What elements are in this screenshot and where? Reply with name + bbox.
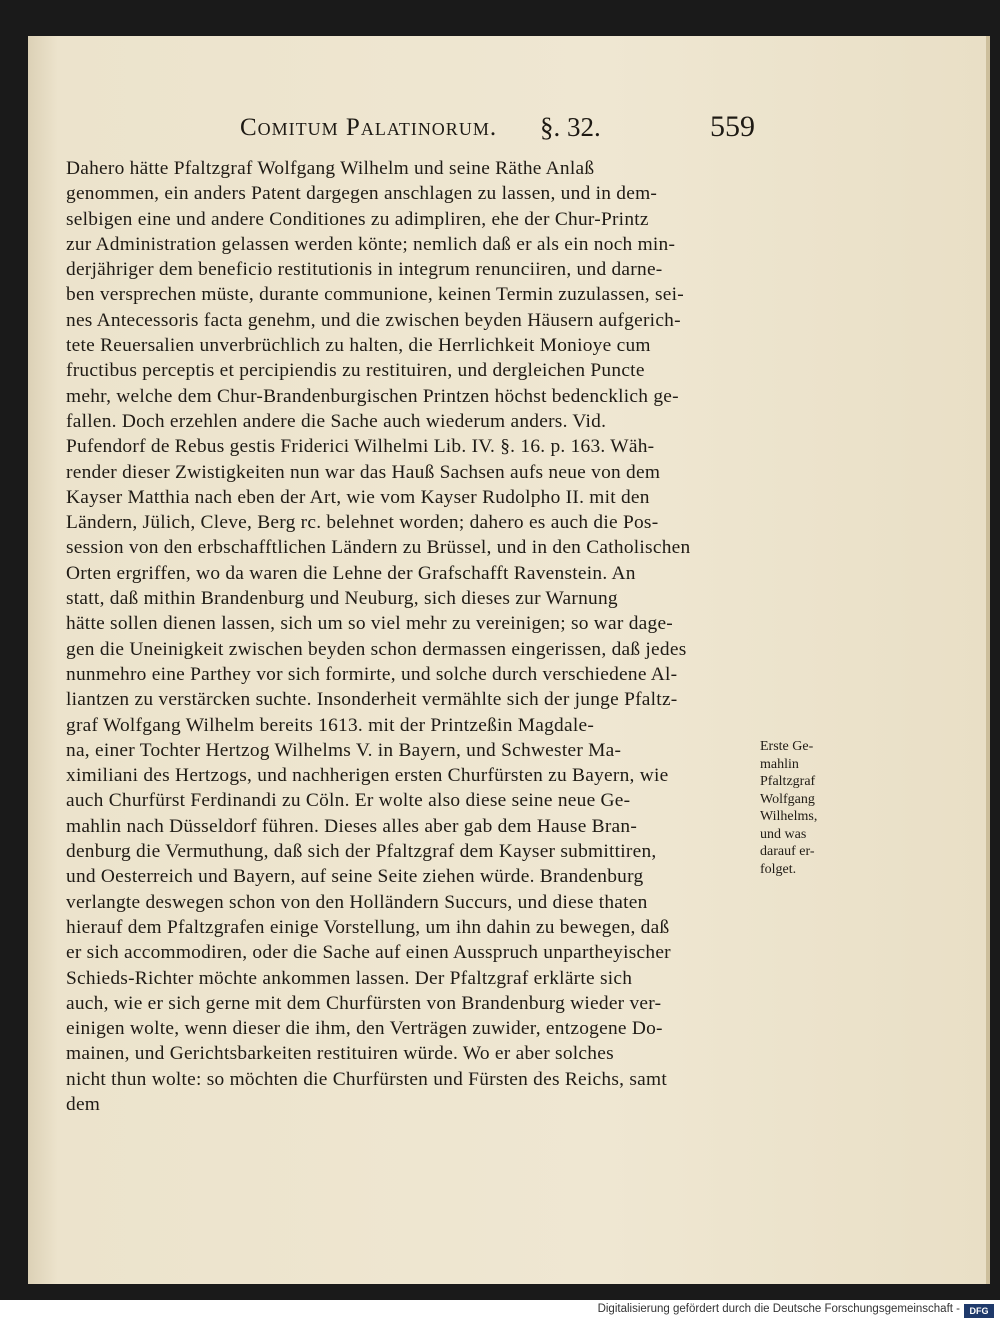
marginal-line: Pfaltzgraf	[760, 774, 816, 789]
running-title: Comitum Palatinorum.	[240, 114, 498, 141]
text-line: dem	[66, 1093, 101, 1115]
text-line: statt, daß mithin Brandenburg und Neuburg, sich dieses zur Warnung	[66, 588, 618, 610]
text-line: nicht thun wolte: so möchten die Churfürsten und Fürsten des Reichs, samt	[66, 1068, 667, 1090]
text-line: Schieds-Richter möchte ankommen lassen. Der Pfaltzgraf erklärte sich	[66, 967, 633, 989]
text-line: hätte sollen dienen lassen, sich um so viel mehr zu vereinigen; so war dage-	[66, 613, 674, 635]
dfg-logo: DFG	[964, 1304, 994, 1318]
text-line: zur Administration gelassen werden könte; nemlich daß er als ein noch min-	[66, 233, 676, 255]
text-line: selbigen eine und andere Conditiones zu adimpliren, ehe der Chur-Printz	[66, 208, 649, 230]
text-line: na, einer Tochter Hertzog Wilhelms V. in Bayern, und Schwester Ma-	[66, 739, 622, 761]
text-line: verlangte deswegen schon von den Holländern Succurs, und diese thaten	[66, 891, 648, 913]
text-line: nes Antecessoris facta genehm, und die zwischen beyden Häusern aufgerich-	[66, 309, 681, 331]
text-line: session von den erbschafftlichen Ländern zu Brüssel, und in den Catholischen	[66, 537, 691, 559]
text-line: Ländern, Jülich, Cleve, Berg rc. belehnet worden; dahero es auch die Pos-	[66, 512, 659, 534]
text-line: hierauf dem Pfaltzgrafen einige Vorstellung, um ihn dahin zu bewegen, daß	[66, 916, 670, 938]
marginal-line: Wolfgang	[760, 791, 815, 807]
marginal-line: darauf er-	[760, 844, 815, 859]
text-line: fallen. Doch erzehlen andere die Sache auch wiederum anders. Vid.	[66, 410, 607, 432]
text-line: derjähriger dem beneficio restitutionis in integrum renunciiren, und darne-	[66, 259, 663, 281]
text-line: auch, wie er sich gerne mit dem Churfürsten von Brandenburg wieder ver-	[66, 992, 662, 1014]
text-line: mehr, welche dem Chur-Brandenburgischen Printzen höchst bedencklich ge-	[66, 385, 679, 407]
text-line: liantzen zu verstärcken suchte. Insonderheit vermählte sich der junge Pfaltz-	[66, 689, 678, 711]
footer-bar	[0, 1300, 1000, 1323]
marginal-line: und was	[760, 826, 807, 842]
text-line: render dieser Zwistigkeiten nun war das Hauß Sachsen aufs neue von dem	[66, 461, 661, 483]
funding-credit: Digitalisierung gefördert durch die Deutsche Forschungsgemeinschaft -	[597, 1303, 960, 1315]
running-header	[240, 110, 770, 154]
text-line: ximiliani des Hertzogs, und nachherigen ersten Churfürsten zu Bayern, wie	[66, 765, 669, 787]
marginal-line: folget.	[760, 861, 797, 877]
page-number: 559	[710, 110, 755, 143]
marginal-line: Erste Ge-	[760, 739, 814, 754]
main-text	[66, 156, 760, 1117]
text-line: einigen wolte, wenn dieser die ihm, den Verträgen zuwider, entzogene Do-	[66, 1018, 663, 1040]
text-line: nunmehro eine Parthey vor sich formirte, und solche durch verschiedene Al-	[66, 663, 678, 685]
text-line: graf Wolfgang Wilhelm bereits 1613. mit der Printzeßin Magdale-	[66, 714, 595, 736]
text-line: Pufendorf de Rebus gestis Friderici Wilhelmi Lib. IV. §. 16. p. 163. Wäh-	[66, 436, 655, 458]
text-line: Dahero hätte Pfaltzgraf Wolfgang Wilhelm und seine Räthe Anlaß	[66, 158, 595, 179]
text-line: Orten ergriffen, wo da waren die Lehne der Grafschafft Ravenstein. An	[66, 562, 636, 584]
text-line: ben versprechen müste, durante communione, keinen Termin zuzulassen, sei-	[66, 284, 684, 306]
text-line: denburg die Vermuthung, daß sich der Pfaltzgraf dem Kayser submittiren,	[66, 841, 657, 863]
text-line: tete Reuersalien unverbrüchlich zu halten, die Herrlichkeit Monioye cum	[66, 335, 651, 357]
marginal-note	[760, 738, 844, 878]
text-line: auch Churfürst Ferdinandi zu Cöln. Er wolte also diese seine neue Ge-	[66, 790, 631, 812]
text-line: er sich accommodiren, oder die Sache auf einen Ausspruch unpartheyischer	[66, 942, 671, 964]
marginal-line: mahlin	[760, 756, 799, 772]
marginal-line: Wilhelms,	[760, 809, 818, 824]
text-line: und Oesterreich und Bayern, auf seine Seite ziehen würde. Brandenburg	[66, 866, 644, 888]
text-line: fructibus perceptis et percipiendis zu restituiren, und dergleichen Puncte	[66, 360, 645, 382]
text-line: mainen, und Gerichtsbarkeiten restituiren würde. Wo er aber solches	[66, 1043, 614, 1065]
section-number: §. 32.	[540, 112, 601, 142]
text-line: genommen, ein anders Patent dargegen anschlagen zu lassen, und in dem-	[66, 183, 658, 205]
text-line: gen die Uneinigkeit zwischen beyden schon dermassen eingerissen, daß jedes	[66, 638, 687, 660]
text-line: mahlin nach Düsseldorf führen. Dieses alles aber gab dem Hause Bran-	[66, 815, 638, 837]
text-line: Kayser Matthia nach eben der Art, wie vom Kayser Rudolpho II. mit den	[66, 486, 650, 508]
